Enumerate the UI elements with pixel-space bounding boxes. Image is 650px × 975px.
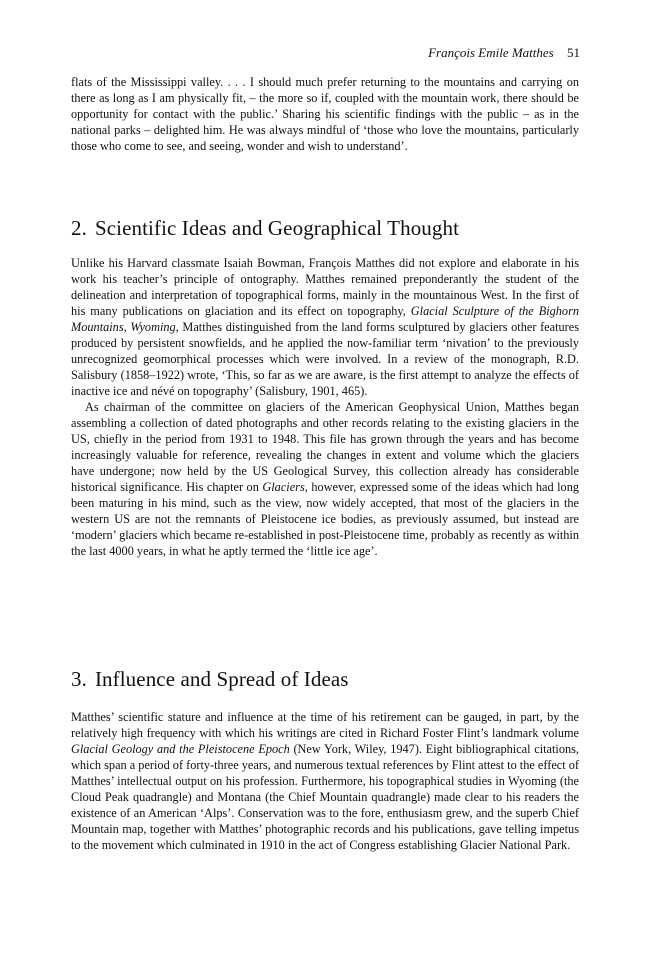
book-title: Glacial Sculpture of the Bighorn Mountains, Wyoming bbox=[71, 304, 580, 334]
section-2-paragraph-1: Unlike his Harvard classmate Isaiah Bowman, François Matthes did not explore and elaborate in his work his teacher’s principle of ontography. Matthes remained preponderantly the student of the delineation and interpretation of topographical forms, mainly in the mountainous West. In the first of his many publications on glaciation and its effect on topography, Glacial Sculpture of the Bighorn Mountains, Wyoming, Matthes distinguished from the land forms sculptured by glaciers other features produced by persistent snowfields, and he applied the now-familiar term ‘nivation’ to the previously unrecognized geomorphical processes which were involved. In a review of the monograph, R.D. Salisbury (1858–1922) wrote, ‘This, so far as we are aware, is the first attempt to analyze the effects of inactive ice and névé on topography’ (Salisbury, 1901, 465). bbox=[71, 256, 580, 398]
chapter-title: Glaciers bbox=[262, 480, 305, 494]
section-3-number: 3. bbox=[71, 667, 87, 691]
running-head-title: François Emile Matthes bbox=[428, 45, 554, 60]
book-title: Glacial Geology and the Pleistocene Epoch bbox=[71, 742, 290, 756]
section-3-title: Influence and Spread of Ideas bbox=[94, 667, 349, 691]
section-2-body bbox=[71, 255, 579, 559]
section-3-body bbox=[71, 709, 579, 853]
running-head bbox=[428, 45, 580, 61]
page-number: 51 bbox=[567, 45, 580, 60]
section-2-title: Scientific Ideas and Geographical Thought bbox=[94, 216, 460, 240]
section-2-number: 2. bbox=[71, 216, 87, 240]
intro-paragraph: flats of the Mississippi valley. . . . I should much prefer returning to the mountains and carrying on there as long as I am physically fit, – the more so if, coupled with the mountain work, there should be opportunity for contact with the public.’ Sharing his scientific findings with the public – as in the national parks – delighted him. He was always mindful of ‘those who love the mountains, particularly those who come to see, and seeing, wonder and wish to understand’. bbox=[71, 75, 579, 153]
section-3-paragraph-1: Matthes’ scientific stature and influence at the time of his retirement can be gauged, in part, by the relatively high frequency with which his writings are cited in Richard Foster Flint’s landmark volume Glacial Geology and the Pleistocene Epoch (New York, Wiley, 1947). Eight bibliographical citations, which span a period of forty-three years, and numerous textual references by Flint attest to the effect of Matthes’ intellectual output on his profession. Furthermore, his topographical studies in Wyoming (the Cloud Peak quadrangle) and Montana (the Chief Mountain quadrangle) made clear to his readers the existence of an American ‘Alps’. Conservation was to the fore, enthusiasm grew, and the superb Chief Mountain map, together with Matthes’ photographic records and his publications, gave telling impetus to the movement which culminated in 1910 in the act of Congress establishing Glacier National Park. bbox=[71, 710, 579, 852]
section-2-heading bbox=[71, 215, 459, 241]
section-2-paragraph-2: As chairman of the committee on glaciers of the American Geophysical Union, Matthes began assembling a collection of dated photographs and other records relating to the existing glaciers in the US, chiefly in the period from 1931 to 1948. This file has grown through the years and has become increasingly valuable for reference, revealing the changes in extent and volume which the glaciers have undergone; now held by the US Geological Survey, this collection already has considerable historical significance. His chapter on Glaciers, however, expressed some of the ideas which had long been maturing in his mind, such as the view, now widely accepted, that most of the glaciers in the western US are not the remnants of Pleistocene ice bodies, as previously assumed, but instead are ‘modern’ glaciers which became re-established in post-Pleistocene time, probably as recently as within the last 4000 years, in what he aptly termed the ‘little ice age’. bbox=[71, 400, 579, 558]
section-3-heading bbox=[71, 666, 349, 692]
